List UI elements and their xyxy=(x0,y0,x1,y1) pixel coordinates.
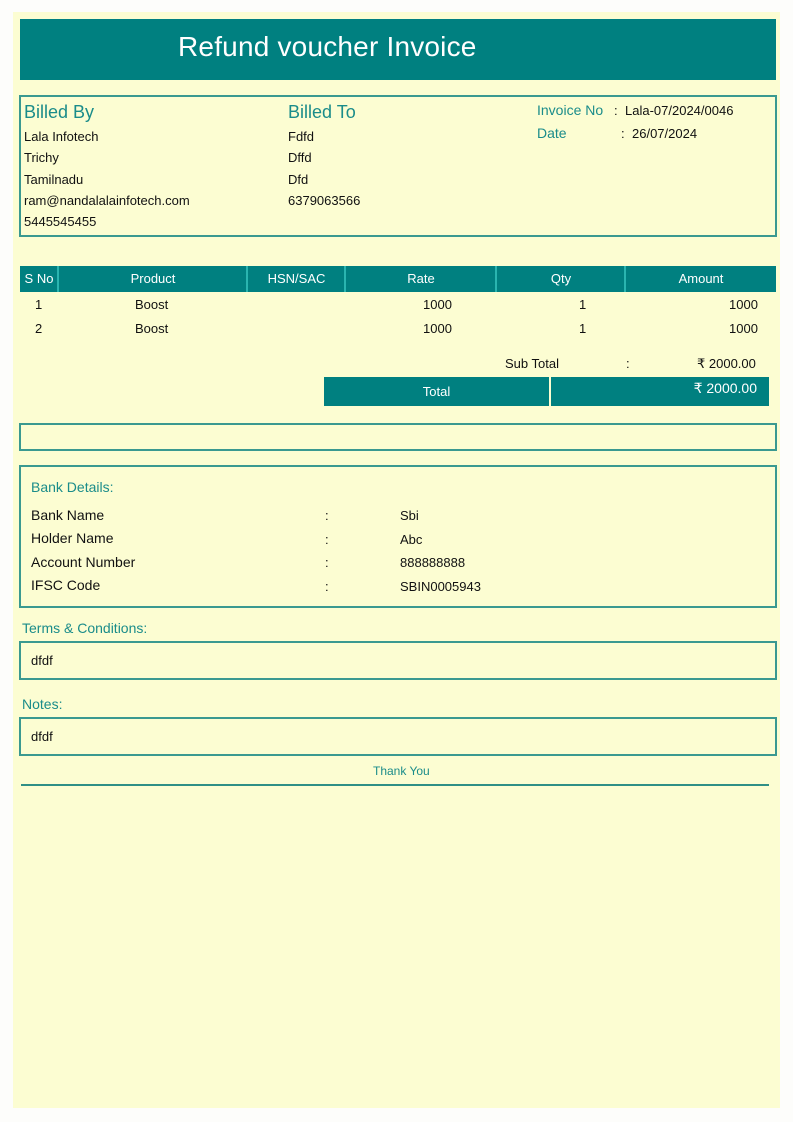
row-1-qty: 1 xyxy=(579,297,587,312)
total-label: Total xyxy=(324,377,549,406)
billed-by-company: Lala Infotech xyxy=(24,129,99,144)
column-header-qty: Qty xyxy=(495,266,625,292)
column-header-amount: Amount xyxy=(624,266,776,292)
billed-to-heading: Billed To xyxy=(288,102,356,122)
terms-text: dfdf xyxy=(31,653,53,668)
billed-to-line-2: Dffd xyxy=(288,150,312,165)
row-1-amount: 1000 xyxy=(729,297,758,312)
items-table-header xyxy=(20,266,776,292)
title-bar xyxy=(20,19,776,80)
billed-to-line-3: Dfd xyxy=(288,172,309,187)
notes-box xyxy=(19,717,777,756)
account-number-label: Account Number xyxy=(31,554,136,570)
bank-name-value: Sbi xyxy=(400,508,419,523)
column-header-sno: S No xyxy=(24,271,54,286)
date-value: 26/07/2024 xyxy=(632,126,698,141)
billed-by-phone: 5445545455 xyxy=(24,214,97,229)
thank-you-text: Thank You xyxy=(373,764,430,778)
notes-heading: Notes: xyxy=(22,696,63,712)
ifsc-code-value: SBIN0005943 xyxy=(400,579,481,594)
column-header-product: Product xyxy=(57,266,247,292)
invoice-no-label: Invoice No xyxy=(537,102,604,118)
bank-details-heading: Bank Details: xyxy=(31,479,114,495)
bank-name-label: Bank Name xyxy=(31,507,105,523)
account-number-separator: : xyxy=(325,555,329,570)
bank-name-separator: : xyxy=(325,508,329,523)
billed-by-email: ram@nandalalainfotech.com xyxy=(24,193,190,208)
column-header-hsn: HSN/SAC xyxy=(246,266,345,292)
account-number-value: 888888888 xyxy=(400,555,466,570)
billed-by-state: Tamilnadu xyxy=(24,172,84,187)
total-value: ₹ 2000.00 xyxy=(693,380,757,396)
row-2-product: Boost xyxy=(135,321,169,336)
notes-text: dfdf xyxy=(31,729,53,744)
row-2-qty: 1 xyxy=(579,321,587,336)
ifsc-code-separator: : xyxy=(325,579,329,594)
row-1-rate: 1000 xyxy=(423,297,452,312)
billed-to-name: Fdfd xyxy=(288,129,315,144)
terms-box xyxy=(19,641,777,680)
total-value-cell xyxy=(551,377,769,406)
date-separator: : xyxy=(621,126,625,141)
footer-divider xyxy=(21,784,769,786)
invoice-no-value: Lala-07/2024/0046 xyxy=(625,103,734,118)
date-label: Date xyxy=(537,125,567,141)
billed-to-phone: 6379063566 xyxy=(288,193,361,208)
empty-remarks-box xyxy=(19,423,777,451)
invoice-no-separator: : xyxy=(614,103,618,118)
row-1-product: Boost xyxy=(135,297,169,312)
invoice-title: Refund voucher Invoice xyxy=(178,31,477,62)
subtotal-separator: : xyxy=(626,356,630,371)
ifsc-code-label: IFSC Code xyxy=(31,577,101,593)
column-header-rate: Rate xyxy=(344,266,496,292)
row-2-amount: 1000 xyxy=(729,321,758,336)
row-1-sno: 1 xyxy=(35,297,43,312)
holder-name-value: Abc xyxy=(400,532,423,547)
billed-by-heading: Billed By xyxy=(24,102,95,122)
holder-name-separator: : xyxy=(325,532,329,547)
subtotal-value: ₹ 2000.00 xyxy=(697,356,756,371)
row-2-sno: 2 xyxy=(35,321,43,336)
bank-details-box xyxy=(19,465,777,608)
terms-heading: Terms & Conditions: xyxy=(22,620,148,636)
holder-name-label: Holder Name xyxy=(31,530,114,546)
billed-by-city: Trichy xyxy=(24,150,59,165)
subtotal-label: Sub Total xyxy=(505,356,559,371)
row-2-rate: 1000 xyxy=(423,321,452,336)
